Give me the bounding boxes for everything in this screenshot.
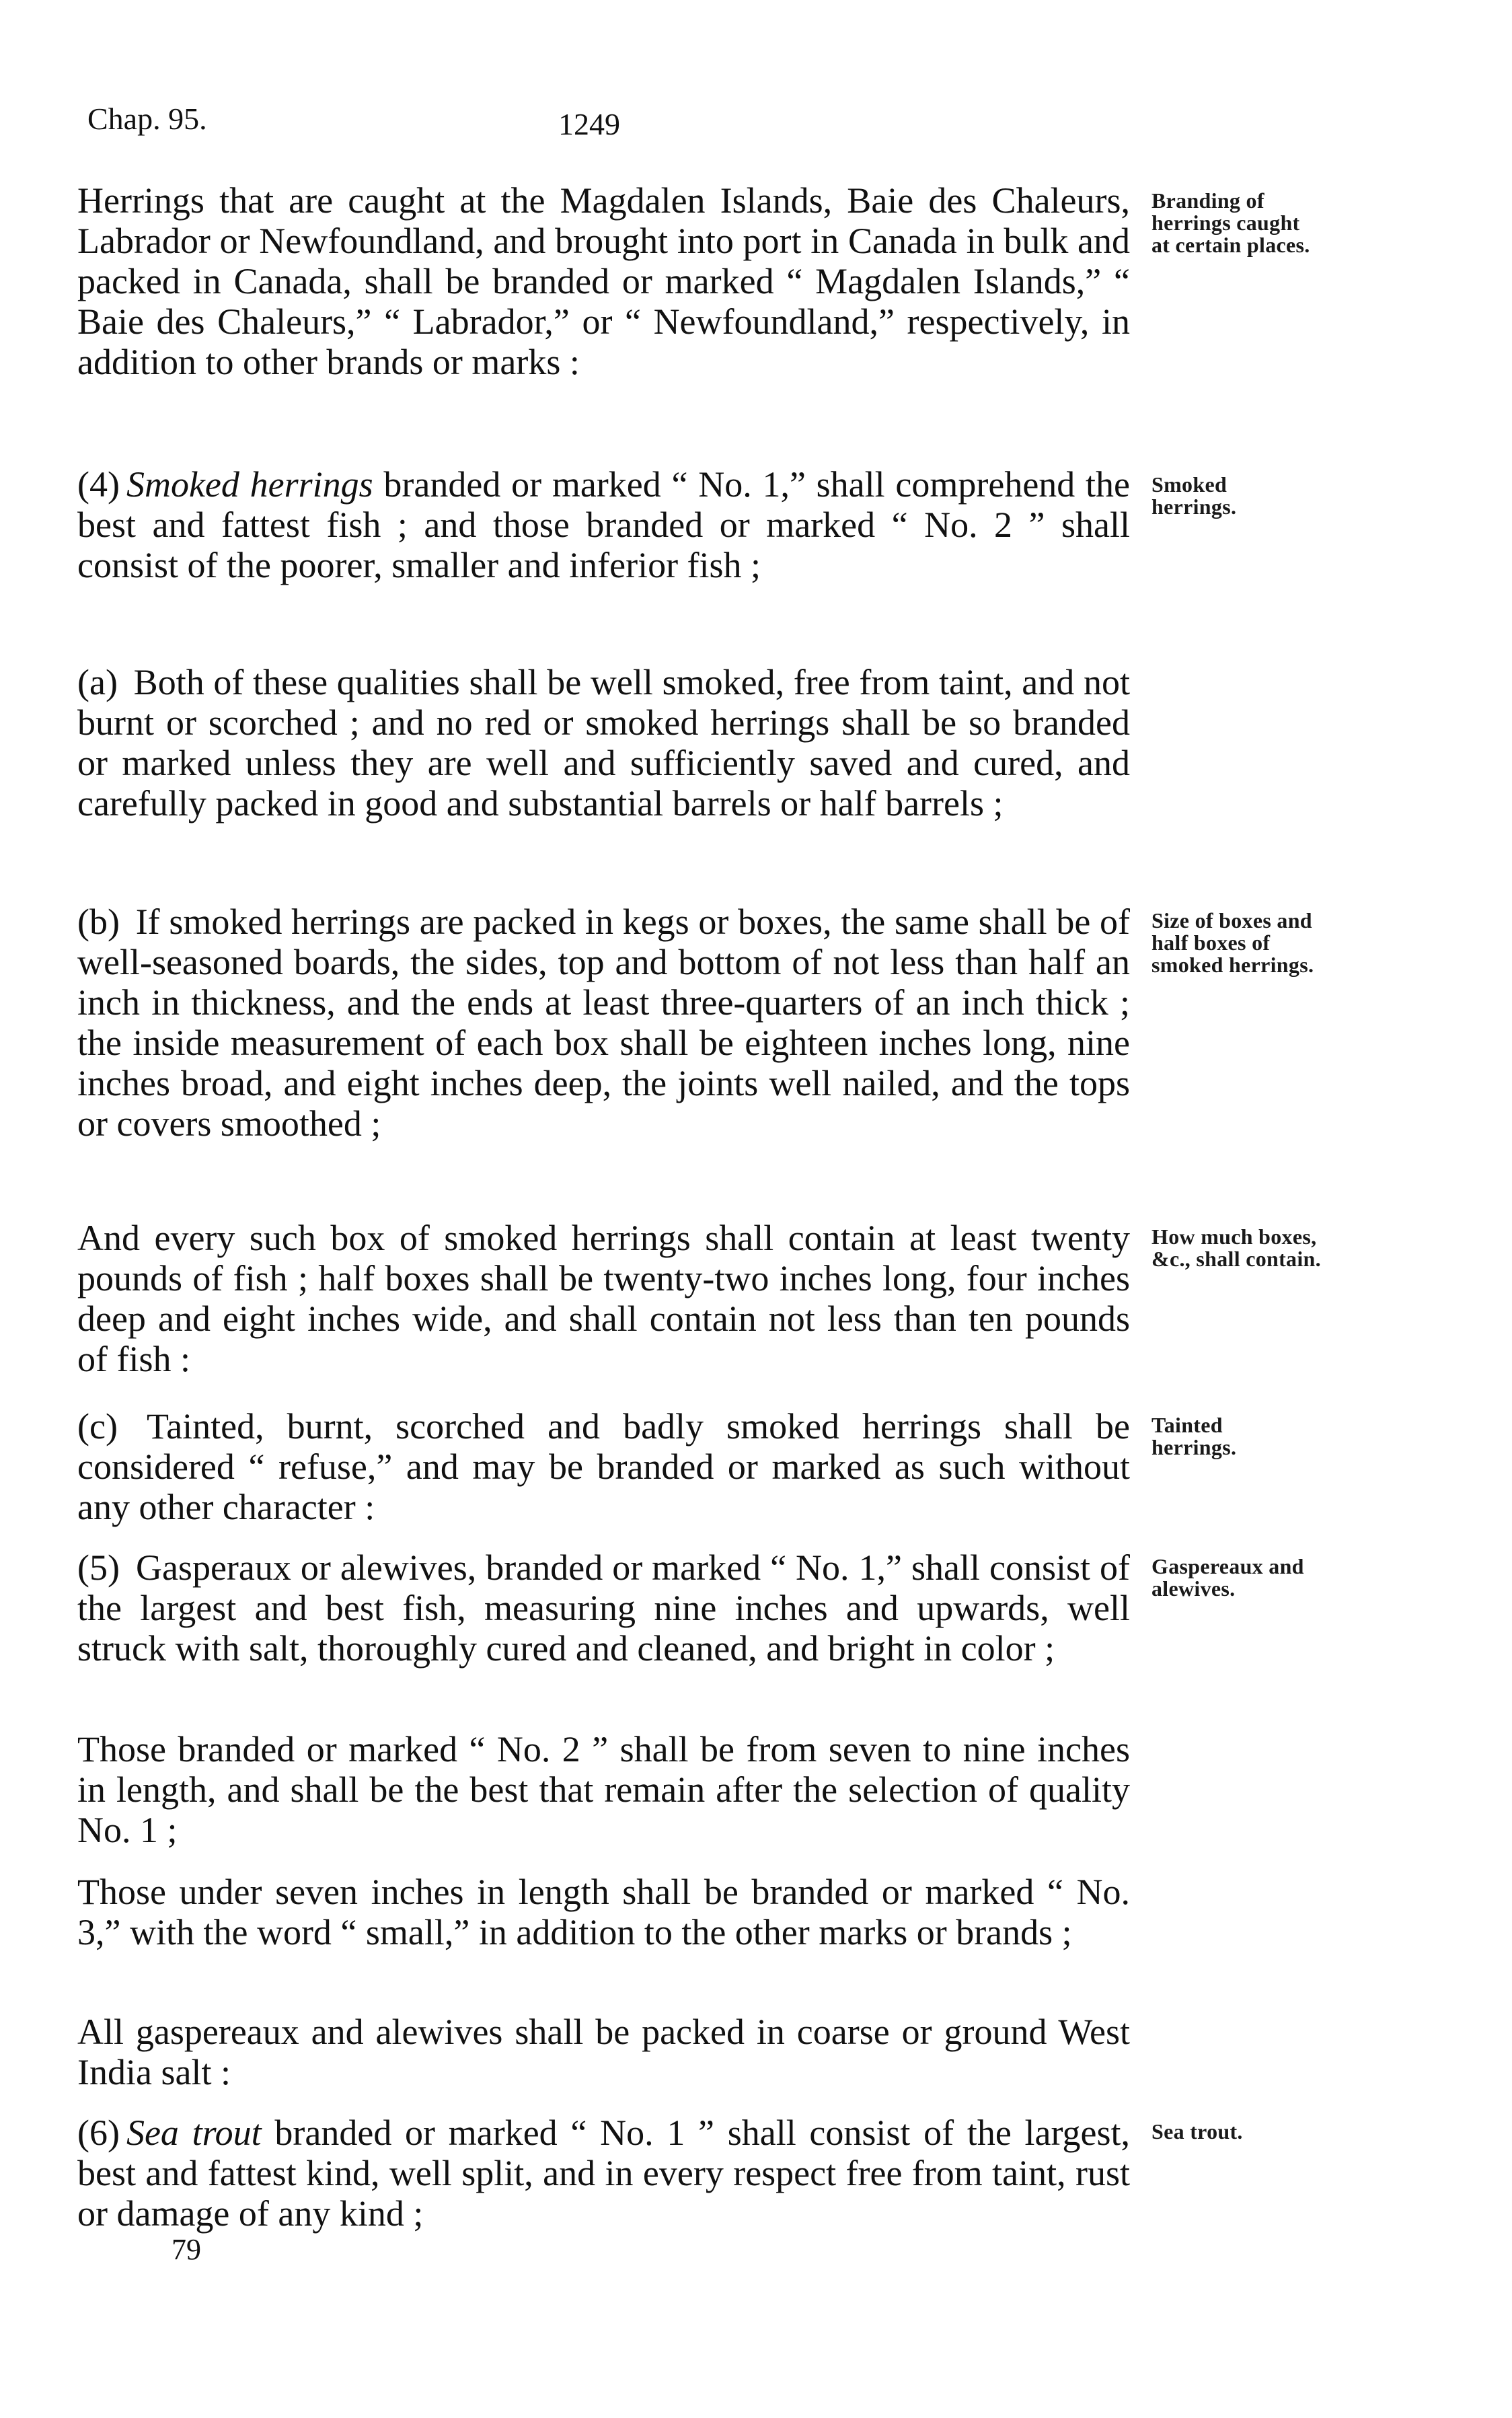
- paragraph-text: Herrings that are caught at the Magdalen Islands, Baie des Chaleurs, Labrador or Newfoundland, and brought into port in Canada in bulk and packed in Canada, shall be branded or marked “ Magdalen Islands,” “ Baie des Chaleurs,” “ Labrador,” or “ Newfoundland,” respectively, in addition to other brands or marks :: [77, 180, 1130, 382]
- paragraph-text: If smoked herrings are packed in kegs or boxes, the same shall be of well-seasoned boards, the sides, top and bottom of not less than half an inch in thickness, and the ends at least three-quarters of an inch thick ; the inside measurement of each box shall be eighteen inches long, nine inches broad, and eight inches deep, the joints well nailed, and the tops or covers smoothed ;: [77, 902, 1130, 1144]
- paragraph-text: branded or marked “ No. 1,” shall comprehend the best and fattest fish ; and those branded or marked “ No. 2 ” shall consist of the poorer, smaller and inferior fish ;: [77, 464, 1130, 585]
- paragraph-text: And every such box of smoked herrings shall contain at least twenty pounds of fish ; half boxes shall be twenty-two inches long, four inches deep and eight inches wide, and shall contain not less than ten pounds of fish :: [77, 1218, 1130, 1379]
- signature-mark: 79: [172, 2233, 201, 2266]
- paragraph-salt: [77, 2012, 1130, 2092]
- margin-note-smoked-herrings: Smoked herrings.: [1151, 472, 1237, 519]
- paragraph-box-contents: [77, 1218, 1130, 1379]
- page-number: 1249: [558, 107, 620, 141]
- margin-note-sea-trout: Sea trout.: [1151, 2119, 1243, 2144]
- section-lead-term: Smoked herrings: [126, 464, 373, 505]
- section-number: (a): [77, 662, 118, 702]
- paragraph-herrings-branding: [77, 180, 1130, 382]
- paragraph-text: Both of these qualities shall be well smoked, free from taint, and not burnt or scorched ; and no red or smoked herrings shall be so branded or marked unless they are well and sufficiently saved and cured, and carefully packed in good and substantial barrels or half barrels ;: [77, 662, 1131, 823]
- section-number: (6): [77, 2113, 120, 2153]
- paragraph-text: Tainted, burnt, scorched and badly smoked herrings shall be considered “ refuse,” and may be branded or marked as such without any other character :: [77, 1406, 1130, 1527]
- paragraph-no3-gaspereaux: [77, 1872, 1130, 1952]
- paragraph-text: All gaspereaux and alewives shall be packed in coarse or ground West India salt :: [77, 2012, 1130, 2092]
- paragraph-tainted: [77, 1406, 1130, 1527]
- section-number: (b): [77, 902, 120, 942]
- page-header: [87, 101, 1164, 148]
- paragraph-sea-trout: [77, 2113, 1130, 2234]
- margin-note-box-size: Size of boxes and half boxes of smoked herrings.: [1151, 908, 1314, 977]
- paragraph-smoked-herrings: [77, 464, 1130, 585]
- margin-note-branding: Branding of herrings caught at certain places.: [1151, 188, 1310, 257]
- paragraph-no2-gaspereaux: [77, 1729, 1130, 1850]
- paragraph-text: Gasperaux or alewives, branded or marked “ No. 1,” shall consist of the largest and best fish, measuring nine inches and upwards, well struck with salt, thoroughly cured and cleaned, and bright in color ;: [77, 1547, 1130, 1669]
- paragraph-gaspereaux: [77, 1547, 1130, 1669]
- margin-note-tainted: Tainted herrings.: [1151, 1413, 1237, 1459]
- section-number: (5): [77, 1547, 120, 1588]
- paragraph-qualities: [77, 662, 1130, 823]
- margin-note-gaspereaux: Gaspereaux and alewives.: [1151, 1554, 1304, 1601]
- section-number: (4): [77, 464, 120, 505]
- chapter-label: Chap. 95.: [87, 102, 207, 136]
- section-lead-term: Sea trout: [126, 2113, 262, 2153]
- paragraph-text: Those branded or marked “ No. 2 ” shall be from seven to nine inches in length, and shall be the best that remain after the selection of quality No. 1 ;: [77, 1729, 1130, 1850]
- paragraph-box-size: [77, 902, 1130, 1144]
- section-number: (c): [77, 1406, 118, 1446]
- paragraph-text: Those under seven inches in length shall be branded or marked “ No. 3,” with the word “ small,” in addition to the other marks or brands ;: [77, 1872, 1130, 1952]
- paragraph-text: branded or marked “ No. 1 ” shall consist of the largest, best and fattest kind, well split, and in every respect free from taint, rust or damage of any kind ;: [77, 2113, 1131, 2234]
- margin-note-how-much: How much boxes, &c., shall contain.: [1151, 1224, 1321, 1271]
